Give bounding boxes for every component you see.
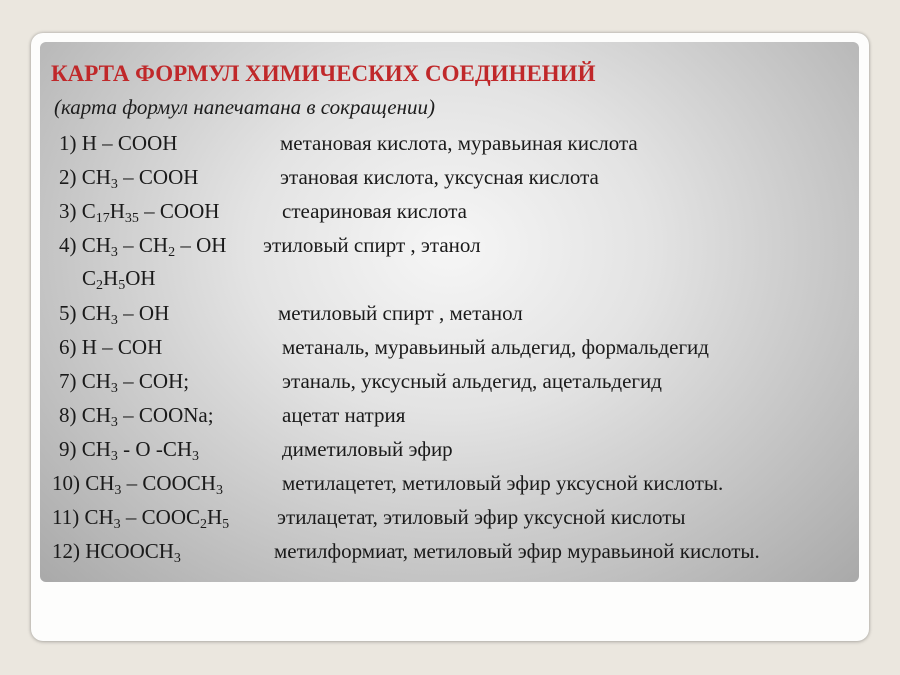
list-item (0, 437, 900, 467)
compound-name: этилацетат, этиловый эфир уксусной кислоты (277, 505, 686, 529)
compound-name: этаналь, уксусный альдегид, ацетальдегид (282, 369, 662, 393)
list-item (0, 233, 900, 263)
formula-text: 10) $CH_3$ – $COOCH_3$ (52, 471, 223, 498)
compound-name: этановая кислота, уксусная кислота (280, 165, 599, 189)
list-item (0, 471, 900, 501)
formula-text: 12) $HCOOCH_3$ (52, 539, 181, 566)
list-item (0, 199, 900, 229)
list-item (0, 505, 900, 535)
compound-name: метановая кислота, муравьиная кислота (280, 131, 638, 155)
formula-text: 7) $CH_3$ – COH; (59, 369, 190, 396)
compound-name: стеариновая кислота (282, 199, 467, 223)
compound-name: диметиловый эфир (282, 437, 453, 461)
list-item (0, 539, 900, 569)
list-item (0, 335, 900, 365)
list-item (0, 165, 900, 195)
formula-text: 6) H – COH (59, 335, 163, 359)
formula-text: $C_2H_5OH$ (82, 266, 156, 293)
formula-text: 9) $CH_3$ - O $-CH_3$ (59, 437, 199, 464)
formula-text: 4) $CH_3 - CH_2$ – OH (59, 233, 227, 260)
page-title: КАРТА ФОРМУЛ ХИМИЧЕСКИХ СОЕДИНЕНИЙ (51, 61, 596, 86)
compound-name: метилацетет, метиловый эфир уксусной кислоты. (282, 471, 724, 495)
list-item (0, 301, 900, 331)
list-item (0, 369, 900, 399)
list-item (0, 131, 900, 161)
formula-text: 8) $CH_3$ – COONa; (59, 403, 214, 430)
page-subtitle: (карта формул напечатана в сокращении) (54, 95, 436, 119)
compound-name: метилформиат, метиловый эфир муравьиной кислоты. (274, 539, 760, 563)
formula-text: 5) $CH_3$ – OH (59, 301, 170, 328)
formula-text: 1) H – COOH (59, 131, 178, 155)
formula-text: 11) $CH_3$ – $COOC_2H_5$ (52, 505, 230, 532)
list-item (0, 403, 900, 433)
compound-name: ацетат натрия (282, 403, 406, 427)
formula-text: 3) $C_{17}H_{35}$ – COOH (59, 199, 220, 226)
compound-name: метиловый спирт , метанол (278, 301, 523, 325)
compound-name: этиловый спирт , этанол (263, 233, 481, 257)
compound-name: метаналь, муравьиный альдегид, формальдегид (282, 335, 709, 359)
formula-text: 2) $CH_3$ – COOH (59, 165, 199, 192)
